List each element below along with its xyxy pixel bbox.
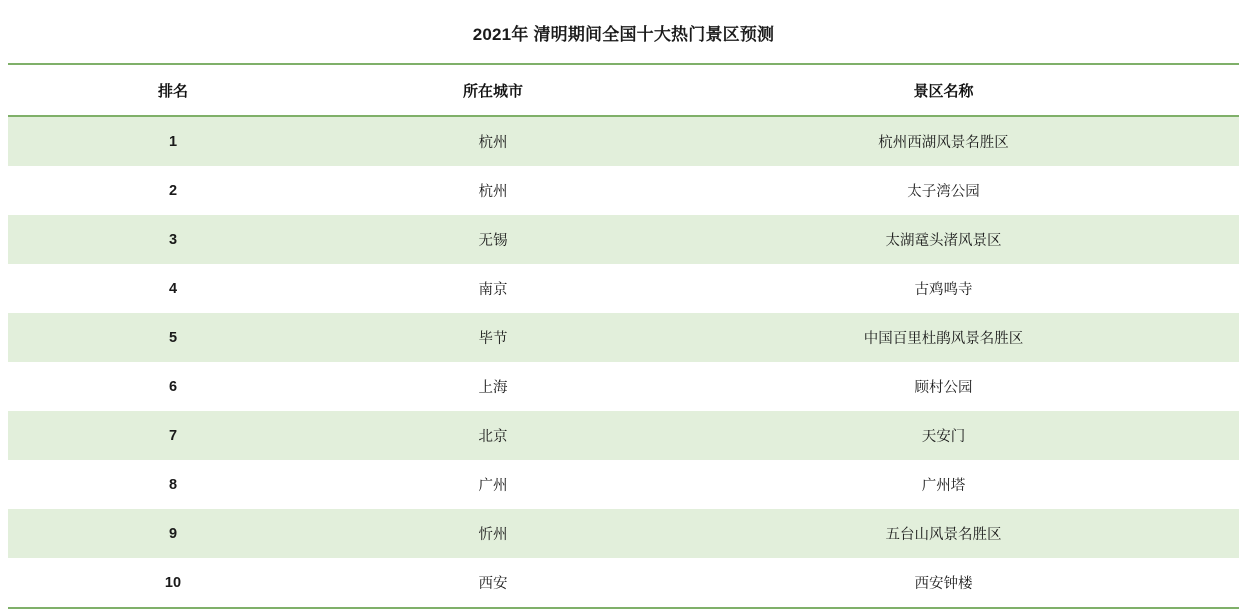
table-row bbox=[8, 509, 1239, 558]
cell-city: 杭州 bbox=[338, 166, 648, 215]
table-row bbox=[8, 558, 1239, 608]
table-container bbox=[0, 63, 1247, 609]
cell-spot: 中国百里杜鹃风景名胜区 bbox=[648, 313, 1239, 362]
cell-spot: 顾村公园 bbox=[648, 362, 1239, 411]
cell-spot: 广州塔 bbox=[648, 460, 1239, 509]
cell-spot: 太子湾公园 bbox=[648, 166, 1239, 215]
cell-rank: 9 bbox=[8, 509, 338, 558]
ranking-table bbox=[8, 63, 1239, 609]
cell-rank: 1 bbox=[8, 116, 338, 166]
table-row bbox=[8, 166, 1239, 215]
cell-spot: 西安钟楼 bbox=[648, 558, 1239, 608]
table-header bbox=[8, 64, 1239, 116]
cell-city: 南京 bbox=[338, 264, 648, 313]
cell-rank: 3 bbox=[8, 215, 338, 264]
column-header-city: 所在城市 bbox=[338, 64, 648, 116]
table-row bbox=[8, 116, 1239, 166]
table-row bbox=[8, 411, 1239, 460]
cell-city: 北京 bbox=[338, 411, 648, 460]
cell-rank: 4 bbox=[8, 264, 338, 313]
cell-spot: 杭州西湖风景名胜区 bbox=[648, 116, 1239, 166]
page-title: 2021年 清明期间全国十大热门景区预测 bbox=[472, 25, 775, 44]
cell-rank: 2 bbox=[8, 166, 338, 215]
cell-city: 杭州 bbox=[338, 116, 648, 166]
cell-city: 广州 bbox=[338, 460, 648, 509]
cell-rank: 6 bbox=[8, 362, 338, 411]
table-row bbox=[8, 215, 1239, 264]
cell-spot: 太湖鼋头渚风景区 bbox=[648, 215, 1239, 264]
table-header-row bbox=[8, 64, 1239, 116]
cell-city: 无锡 bbox=[338, 215, 648, 264]
cell-rank: 8 bbox=[8, 460, 338, 509]
table-row bbox=[8, 460, 1239, 509]
cell-city: 上海 bbox=[338, 362, 648, 411]
cell-rank: 10 bbox=[8, 558, 338, 608]
table-row bbox=[8, 313, 1239, 362]
table-body bbox=[8, 116, 1239, 608]
cell-city: 忻州 bbox=[338, 509, 648, 558]
table-row bbox=[8, 264, 1239, 313]
cell-spot: 五台山风景名胜区 bbox=[648, 509, 1239, 558]
cell-spot: 古鸡鸣寺 bbox=[648, 264, 1239, 313]
cell-rank: 7 bbox=[8, 411, 338, 460]
table-row bbox=[8, 362, 1239, 411]
cell-city: 毕节 bbox=[338, 313, 648, 362]
cell-spot: 天安门 bbox=[648, 411, 1239, 460]
cell-rank: 5 bbox=[8, 313, 338, 362]
column-header-rank: 排名 bbox=[8, 64, 338, 116]
cell-city: 西安 bbox=[338, 558, 648, 608]
column-header-spot: 景区名称 bbox=[648, 64, 1239, 116]
